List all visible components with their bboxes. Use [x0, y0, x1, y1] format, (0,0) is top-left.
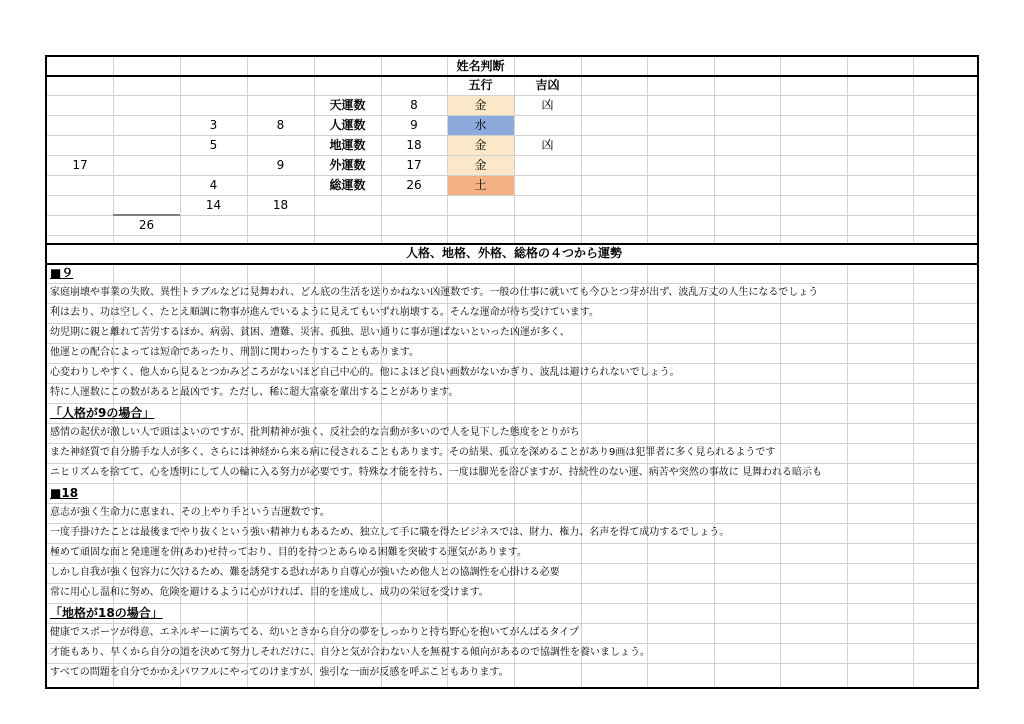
row-label: 総運数 — [329, 178, 366, 192]
grid-line — [47, 235, 977, 236]
text-line: 意志が強く生命力に恵まれ、その上やり手という吉運数です。 — [50, 507, 330, 518]
text-line: 特に人運数にこの数があると最凶です。ただし、稀に超大富豪を輩出することがあります。 — [50, 387, 459, 398]
text-line: 才能もあり、早くから自分の道を決めて努力しそれだけに、自分と気が合わない人を無視する傾向があるので協調性を養いましょう。 — [50, 647, 650, 658]
grid-line — [780, 57, 781, 245]
row-number: 18 — [406, 138, 422, 152]
stroke-count: 14 — [205, 198, 222, 212]
stroke-count: 17 — [72, 158, 88, 172]
stroke-count: 9 — [276, 158, 285, 172]
subheading: 「地格が18の場合」 — [50, 606, 163, 620]
grid-line — [47, 483, 977, 484]
text-line: 他運との配合によっては短命であったり、刑罰に関わったりすることもあります。 — [50, 347, 419, 358]
spreadsheet — [45, 55, 979, 689]
row-number: 9 — [410, 118, 418, 132]
row-element: 金 — [474, 158, 487, 172]
row-kikkyo — [514, 116, 581, 135]
row-number: 8 — [410, 98, 418, 112]
row-kikkyo — [514, 156, 581, 175]
stroke-count: 26 — [138, 218, 155, 232]
section-heading: ■18 — [50, 486, 79, 500]
row-number: 17 — [406, 158, 422, 172]
gogyo-header: 五行 — [468, 78, 493, 92]
row-element: 金 — [474, 138, 487, 152]
grid-line — [581, 57, 582, 245]
row-kikkyo: 凶 — [541, 98, 554, 112]
stroke-count: 8 — [276, 118, 285, 132]
grid-line — [247, 57, 248, 245]
row-label: 人運数 — [329, 118, 366, 132]
text-line: しかし自我が強く包容力に欠けるため、難を誘発する恐れがあり自尊心が強いため他人との協調性を心掛ける必要 — [50, 567, 560, 578]
grid-line — [913, 57, 914, 245]
subheading: 「人格が9の場合」 — [50, 406, 155, 420]
stroke-count: 3 — [209, 118, 218, 132]
text-line: 家庭崩壊や事業の失敗、異性トラブルなどに見舞われ、どん底の生活を送りかねない凶運数です。一般の仕事に就いても今ひとつ芽が出ず、波乱万丈の人生になるでしょう — [50, 287, 819, 298]
row-kikkyo: 凶 — [541, 138, 554, 152]
row-label: 天運数 — [329, 98, 366, 112]
text-line: 幼児期に親と離れて苦労するほか、病弱、貧困、遭難、災害、孤独、思い通りに事が運ばないといった凶運が多く、 — [50, 327, 570, 338]
sheet-title: 姓名判断 — [456, 59, 505, 73]
text-line: 心変わりしやすく、他人から見るとつかみどころがないほど自己中心的。他によほど良い画数がないかぎり、波乱は避けられないでしょう。 — [50, 367, 680, 378]
text-line: 極めて頑固な面と発達運を併(あわ)せ持っており、目的を持つとあらゆる困難を突破する運気があります。 — [50, 547, 528, 558]
grid-line — [47, 215, 977, 216]
text-line: また神経質で自分勝手な人が多く、さらには神経から来る病に侵されることもあります。その結果、孤立を深めることがあり9画は犯罪者に多く見られるようです — [50, 447, 776, 458]
row-label: 地運数 — [329, 138, 366, 152]
text-line: 健康でスポーツが得意、エネルギーに満ちてる、幼いときから自分の夢をしっかりと持ち野心を抱いてがんばるタイプ — [50, 627, 579, 638]
section-heading: ■９ — [50, 266, 74, 280]
grid-line — [47, 403, 977, 404]
stroke-count: 18 — [272, 198, 289, 212]
text-line: すべての問題を自分でかかえパワフルにやってのけますが、強引な一面が反感を呼ぶこともあります。 — [50, 667, 509, 678]
section-title: 人格、地格、外格、総格の４つから運勢 — [405, 246, 622, 260]
text-line: 感情の起伏が激しい人で頭はよいのですが、批判精神が強く、反社会的な言動が多いので人を見下した態度をとりがち — [50, 427, 580, 438]
row-label: 外運数 — [329, 158, 366, 172]
stroke-count: 4 — [209, 178, 218, 192]
text-line: 常に用心し温和に努め、危険を避けるように心がければ、目的を達成し、成功の栄冠を受けます。 — [50, 587, 489, 598]
row-element: 土 — [474, 178, 487, 192]
text-line: 一度手掛けたことは最後までやり抜くという強い精神力もあるため、独立して手に職を得たビジネスでは、財力、権力、名声を得て成功するでしょう。 — [50, 527, 730, 538]
grid-line — [847, 265, 848, 689]
grid-line — [47, 603, 977, 604]
grid-line — [847, 57, 848, 245]
text-line: ニヒリズムを捨てて、心を透明にして人の輪に入る努力が必要です。特殊な才能を持ち、一度は脚光を浴びますが、持続性のない運、病苦や突然の事故に 見舞われる暗示も — [50, 467, 822, 478]
grid-line — [913, 265, 914, 689]
row-number: 26 — [406, 178, 422, 192]
row-element: 水 — [474, 118, 487, 132]
row-kikkyo — [514, 176, 581, 195]
row-element: 金 — [474, 98, 487, 112]
text-line: 利は去り、功は空しく、たとえ順調に物事が進んでいるように見えてもいずれ崩壊する。そんな運命が待ち受けています。 — [50, 307, 599, 318]
grid-line — [47, 263, 977, 265]
kikkyo-header: 吉凶 — [535, 78, 560, 92]
grid-line — [714, 57, 715, 245]
stroke-count: 5 — [209, 138, 218, 152]
grid-line — [647, 57, 648, 245]
